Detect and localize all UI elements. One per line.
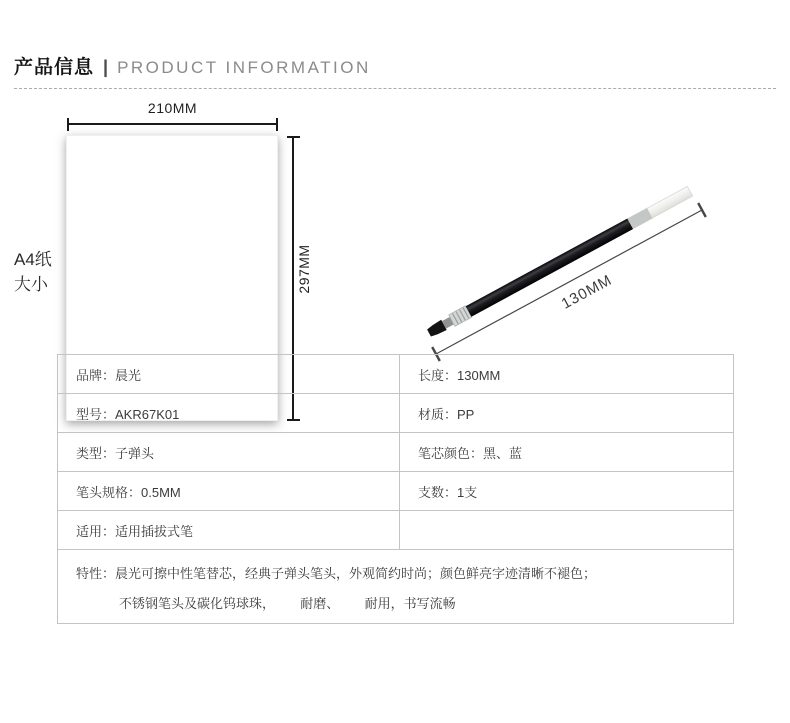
spec-length: 长度：130MM [399, 355, 733, 393]
spec-table [57, 354, 734, 624]
spec-count: 支数：1支 [399, 472, 733, 510]
height-dimension-label: 297MM [296, 244, 312, 294]
header-separator: | [103, 57, 109, 77]
header-title-en: PRODUCT INFORMATION [117, 58, 371, 77]
spec-model: 型号：AKR67K01 [76, 406, 180, 422]
feature-line-2: 不锈钢笔头及碳化钨球珠， 耐磨、 耐用，书写流畅 [119, 596, 456, 611]
width-dimension-label: 210MM [147, 100, 198, 116]
spec-feature-row [58, 549, 733, 623]
feature-line-1: 特性：晨光可擦中性笔替芯，经典子弹头笔头，外观简约时尚；颜色鲜亮字迹清晰不褪色； [76, 566, 597, 581]
refill-body [426, 186, 693, 339]
spec-empty-cell [399, 511, 733, 549]
a4-size-label-line1: A4纸 [14, 250, 52, 269]
length-dimension-label: 130MM [558, 271, 616, 313]
table-row [58, 432, 733, 471]
table-row [58, 393, 733, 432]
header-title-zh: 产品信息 [14, 57, 95, 78]
product-info-header [14, 52, 776, 89]
spec-ink-color: 笔芯颜色：黑、蓝 [399, 433, 733, 471]
spec-compatibility: 适用：适用插拔式笔 [76, 523, 194, 539]
spec-material: 材质：PP [399, 394, 733, 432]
table-row [58, 510, 733, 549]
refill-ink-tube [466, 218, 633, 316]
spec-brand: 品牌：晨光 [76, 367, 142, 383]
a4-size-label-line2: 大小 [14, 275, 48, 294]
refill-tail [647, 186, 693, 218]
table-row [58, 355, 733, 393]
spec-type: 类型：子弹头 [76, 445, 155, 461]
table-row [58, 471, 733, 510]
length-dimension-line [432, 203, 706, 361]
spec-tip-size: 笔头规格：0.5MM [76, 484, 181, 500]
